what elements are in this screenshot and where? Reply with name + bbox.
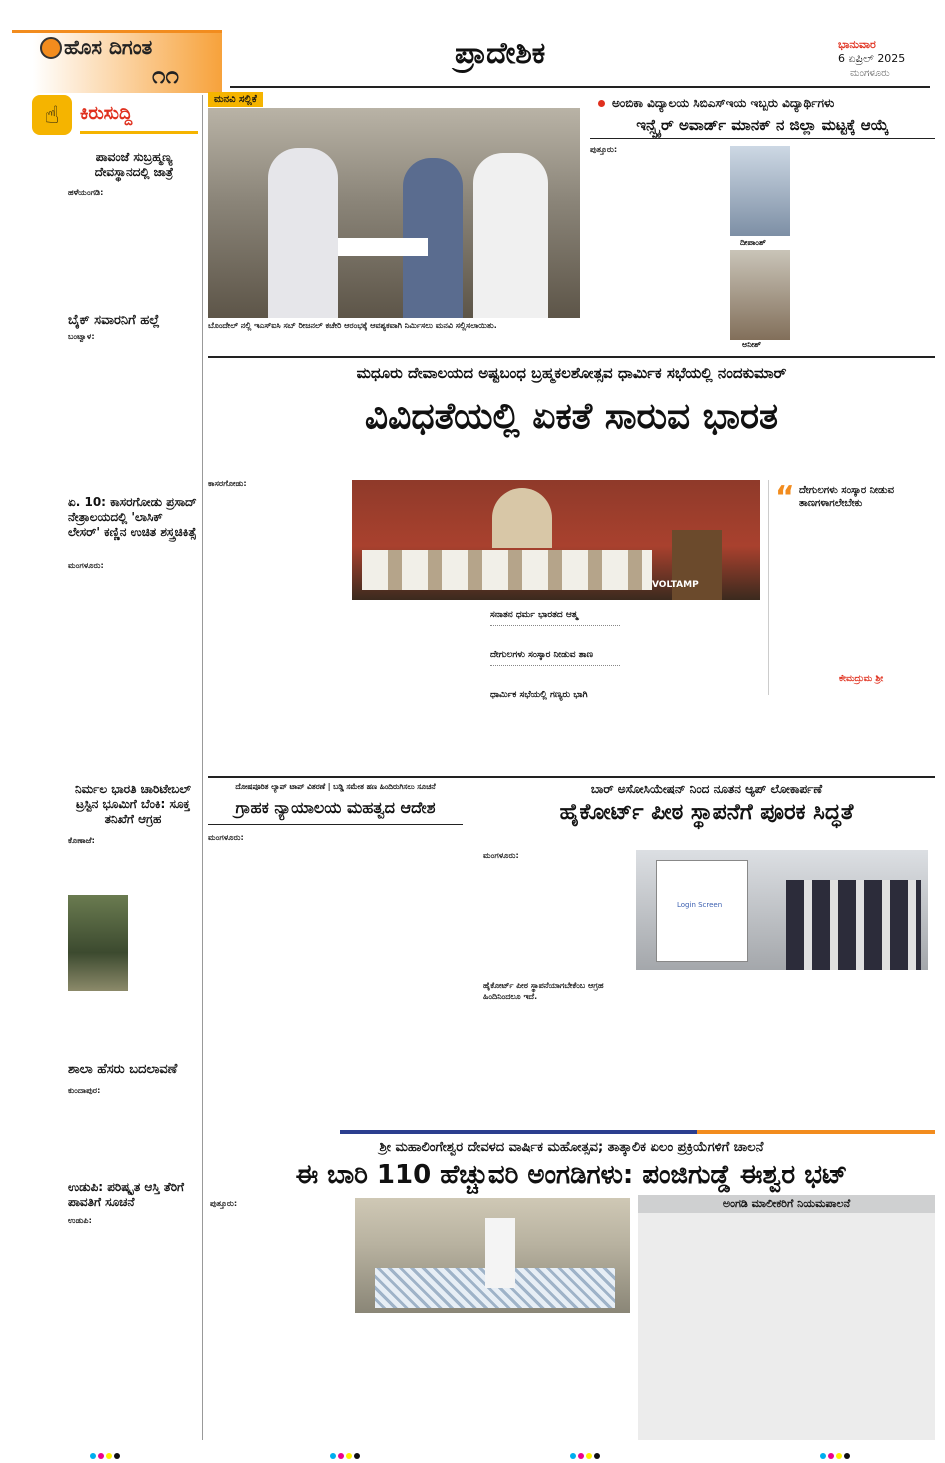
handover-photo: [208, 108, 580, 318]
highcourt-kicker: ಬಾರ್ ಅಸೋಸಿಯೇಷನ್ ನಿಂದ ನೂತನ ಆ್ಯಪ್ ಲೋಕಾರ್ಪಣೆ: [590, 782, 823, 796]
highcourt-story: [478, 780, 935, 1125]
fire-site-photo: [68, 895, 128, 991]
court-story: [208, 780, 463, 1125]
memorandum-document: [338, 238, 428, 256]
brief-headline: ಏ. 10: ಕಾಸರಗೋಡು ಪ್ರಸಾದ್ ನೇತ್ರಾಲಯದಲ್ಲಿ 'ಲಾಸಿಕ್ ಲೇಸರ್' ಕಣ್ಣಿನ ಉಚಿತ ಶಸ್ತ್ರಚಿಕಿತ್ಸೆ: [68, 495, 197, 539]
speaker-standing: [485, 1218, 515, 1288]
top-story: [208, 92, 580, 352]
quote-title: ದೇಗುಲಗಳು ಸಂಸ್ಕಾರ ನೀಡುವ ತಾಣಗಳಾಗಲೇಬೇಕು: [799, 485, 895, 509]
temple-meeting-photo: [355, 1198, 630, 1313]
highcourt-photo-caption: ಹೈಕೋರ್ಟ್ ಪೀಠ ಸ್ಥಾಪನೆಯಾಗಬೇಕೆಂಬ ಆಗ್ರಹ ಹಿಂದಿನಿಂದಲೂ ಇದೆ.: [483, 981, 604, 1001]
sidebar-briefs: [10, 95, 200, 1440]
brief-lead: ಕುಂದಾಪುರ:: [68, 1085, 101, 1095]
section-title: ಪ್ರಾದೇಶಿಕ: [455, 36, 546, 71]
temple-lead: ಪುತ್ತೂರು:: [210, 1198, 238, 1208]
color-registration-marks-mid2: [570, 1444, 602, 1463]
dignitaries-row: [362, 550, 652, 590]
student-photo-2: [730, 250, 790, 340]
sidebar-header: [32, 95, 198, 139]
main-kicker: ಮಧೂರು ದೇವಾಲಯದ ಅಷ್ಟಬಂಧ ಬ್ರಹ್ಮಕಲಶೋತ್ಸವ ಧಾರ್ಮಿಕ ಸಭೆಯಲ್ಲಿ ನಂದಕುಮಾರ್: [356, 364, 787, 382]
officials-group: [786, 880, 921, 970]
quote-body: [777, 530, 932, 670]
inspire-rule: [590, 138, 935, 139]
masthead-date: 6 ಏಪ್ರಿಲ್ 2025: [838, 52, 906, 65]
main-lead: ಕಾಸರಗೋಡು:: [208, 478, 247, 488]
color-registration-marks-right: [820, 1444, 852, 1463]
brief-body: [68, 560, 198, 775]
color-registration-marks-left: [90, 1444, 122, 1463]
highcourt-body-col1: [483, 850, 623, 950]
page-number: ೧೧: [152, 61, 179, 89]
shop-rules-title: ಅಂಗಡಿ ಮಾಲೀಕರಿಗೆ ನಿಯಮಪಾಲನೆ: [638, 1195, 935, 1213]
logo-emblem-icon: [40, 37, 62, 59]
sidebar-label-underline: [80, 131, 198, 134]
court-lead: ಮಂಗಳೂರು:: [208, 832, 244, 842]
brief-headline: ಉಡುಪಿ: ಪರಿಷ್ಕೃತ ಆಸ್ತಿ ತೆರಿಗೆ ಪಾವತಿಗೆ ಸೂಚನೆ: [68, 1180, 185, 1209]
brief-lead: ಹಳೆಯಂಗಡಿ:: [68, 187, 104, 197]
court-kicker: ದೋಷಪೂರಿತ ಲ್ಯಾಪ್ ಟಾಪ್ ವಿತರಣೆ | ಬಡ್ಡಿ ಸಮೇತ ಹಣ ಹಿಂದಿರುಗಿಸಲು ಸೂಚನೆ: [235, 782, 436, 791]
brief-body: [68, 187, 198, 307]
sidebar-label: ಕಿರುಸುದ್ದಿ: [80, 103, 133, 124]
top-story-tag: ಮನವಿ ಸಲ್ಲಿಕೆ: [208, 92, 263, 107]
masthead-city: ಮಂಗಳೂರು: [850, 68, 890, 79]
inspire-title: ಅಂಬಿಕಾ ವಿದ್ಯಾಲಯ ಸಿಬಿಎಸ್ಇಯ ಇಬ್ಬರು ವಿದ್ಯಾರ್ಥಿಗಳು: [612, 96, 835, 110]
brief-body-continued: [132, 895, 198, 1055]
top-story-caption: ಬೊಂದೇಲ್ ನಲ್ಲಿ ಇಎಸ್ಐಸಿ ಸಬ್ ರೀಜನಲ್ ಕಚೇರಿ ಆರಂಭಕ್ಕೆ ಆವಶ್ಯಕವಾಗಿ ನಿರ್ಮಿಸಲು ಮನವಿ ಸಲ್ಲಿಸಲಾಯಿತು.: [208, 321, 497, 330]
brief-lead: ಮಂಗಳೂರು:: [68, 560, 104, 570]
highcourt-body-col2: [636, 975, 776, 1110]
brief-body: [68, 835, 198, 885]
red-bullet: [598, 100, 605, 107]
inspire-body-col2: [800, 144, 935, 344]
main-body-col3: [625, 605, 760, 770]
podium-banner: VOLTAMP: [652, 580, 699, 590]
brief-lead: ಕೊಣಾಜೆ:: [68, 835, 95, 845]
main-body-col1: [208, 478, 348, 768]
person-right: [473, 153, 548, 318]
highlight-item: ದೇಗುಲಗಳು ಸಂಸ್ಕಾರ ನೀಡುವ ತಾಣ: [490, 649, 620, 666]
phone-screen-mockup: [656, 860, 748, 962]
temple-body-col3: [496, 1318, 630, 1438]
masthead-logo-block: [12, 30, 222, 93]
brief-body: [68, 1085, 198, 1173]
app-login-screen: Login Screen: [677, 901, 723, 909]
temple-body-col2: [355, 1318, 490, 1438]
app-launch-photo: [636, 850, 928, 970]
temple-headline: ಈ ಬಾರಿ 110 ಹೆಚ್ಚುವರಿ ಅಂಗಡಿಗಳು: ಪಂಜಿಗುಡ್ಡೆ ಈಶ್ವರ ಭಟ್: [295, 1160, 848, 1190]
pointing-hand-icon: ☝: [32, 95, 72, 135]
masthead-logo-text: ಹೊಸ ದಿಗಂತ: [64, 35, 153, 59]
inspire-body-col1: [590, 144, 720, 344]
inspire-story: [590, 92, 935, 352]
main-body-col4: [768, 700, 935, 770]
brief-headline: ನಿರ್ಮಲ ಭಾರತಿ ಚಾರಿಟೇಬಲ್ ಟ್ರಸ್ಟಿನ ಭೂಮಿಗೆ ಬೆಂಕಿ: ಸೂಕ್ತ ತನಿಖೆಗೆ ಆಗ್ರಹ: [75, 782, 191, 826]
inspire-headline: ಇನ್ಸ್ಪೈರ್ ಅವಾರ್ಡ್ ಮಾನಕ್ ನ ಜಿಲ್ಲಾ ಮಟ್ಟಕ್ಕೆ ಆಯ್ಕೆ: [636, 116, 889, 134]
main-top-rule: [208, 356, 935, 358]
highcourt-lead: ಮಂಗಳೂರು:: [483, 850, 519, 860]
brief-body: [68, 1215, 198, 1435]
shop-rules-body-col2: [790, 1219, 930, 1434]
court-headline: ಗ್ರಾಹಕ ನ್ಯಾಯಾಲಯ ಮಹತ್ವದ ಆದೇಶ: [235, 798, 436, 817]
main-headline: ವಿವಿಧತೆಯಲ್ಲಿ ಏಕತೆ ಸಾರುವ ಭಾರತ: [364, 395, 779, 437]
color-registration-marks-mid: [330, 1444, 362, 1463]
court-body-col2: [340, 832, 463, 1107]
highlight-item: ಸನಾತನ ಧರ್ಮ ಭಾರತದ ಆತ್ಮ: [490, 609, 620, 626]
brief-headline: ಪಾವಂಜೆ ಸುಬ್ರಹ್ಮಣ್ಯ ದೇವಸ್ಥಾನದಲ್ಲಿ ಜಾತ್ರೆ: [94, 150, 174, 179]
brief-lead: ಬಂಟ್ವಾಳ:: [68, 331, 95, 341]
masthead: [0, 0, 945, 90]
sidebar-divider: [202, 95, 203, 1440]
brief-lead: ಉಡುಪಿ:: [68, 1215, 92, 1225]
highcourt-headline: ಹೈಕೋರ್ಟ್ ಪೀಠ ಸ್ಥಾಪನೆಗೆ ಪೂರಕ ಸಿದ್ಧತೆ: [559, 800, 854, 825]
quote-box: [768, 480, 936, 695]
section-divider-bar: [340, 1130, 935, 1134]
stage-photo: [352, 480, 760, 600]
highlight-item: ಧಾರ್ಮಿಕ ಸಭೆಯಲ್ಲಿ ಗಣ್ಯರು ಭಾಗಿ: [490, 690, 588, 700]
brief-headline: ಶಾಲಾ ಹೆಸರು ಬದಲಾವಣೆ: [68, 1062, 178, 1077]
quote-author: ಕೇಮದ್ರುಮ ಶ್ರೀ: [839, 674, 884, 684]
brief-headline: ಬೈಕ್ ಸವಾರನಿಗೆ ಹಲ್ಲೆ: [68, 313, 160, 328]
shop-rules-body-col1: [644, 1219, 782, 1434]
temple-kicker: ಶ್ರೀ ಮಹಾಲಿಂಗೇಶ್ವರ ದೇವಳದ ವಾರ್ಷಿಕ ಮಹೋತ್ಸವ; ತಾತ್ಕಾಲಿಕ ಏಲಂ ಪ್ರಕ್ರಿಯೆಗಳಿಗೆ ಚಾಲನೆ: [379, 1140, 764, 1155]
court-body-col1: [208, 832, 330, 1107]
masthead-rule: [230, 86, 930, 88]
student-photo-1: [730, 146, 790, 236]
masthead-day: ಭಾನುವಾರ: [838, 38, 876, 51]
court-rule: [208, 824, 463, 825]
temple-body-col1: [210, 1198, 350, 1438]
student-name-1: ದೀಪಾಂಶ್: [740, 238, 766, 247]
student-name-2: ಅನೀಶ್: [742, 340, 761, 349]
main-highlights-box: [490, 605, 620, 765]
quote-mark-icon: “: [775, 480, 795, 515]
highcourt-body-col3: [786, 975, 931, 1110]
main-body-col2: [352, 605, 487, 770]
person-left: [268, 148, 338, 318]
brief-body: [68, 331, 198, 501]
temple-decor: [492, 488, 552, 548]
inspire-lead: ಪುತ್ತೂರು:: [590, 144, 618, 154]
court-top-rule: [208, 776, 935, 778]
shop-rules-box: [638, 1195, 935, 1440]
